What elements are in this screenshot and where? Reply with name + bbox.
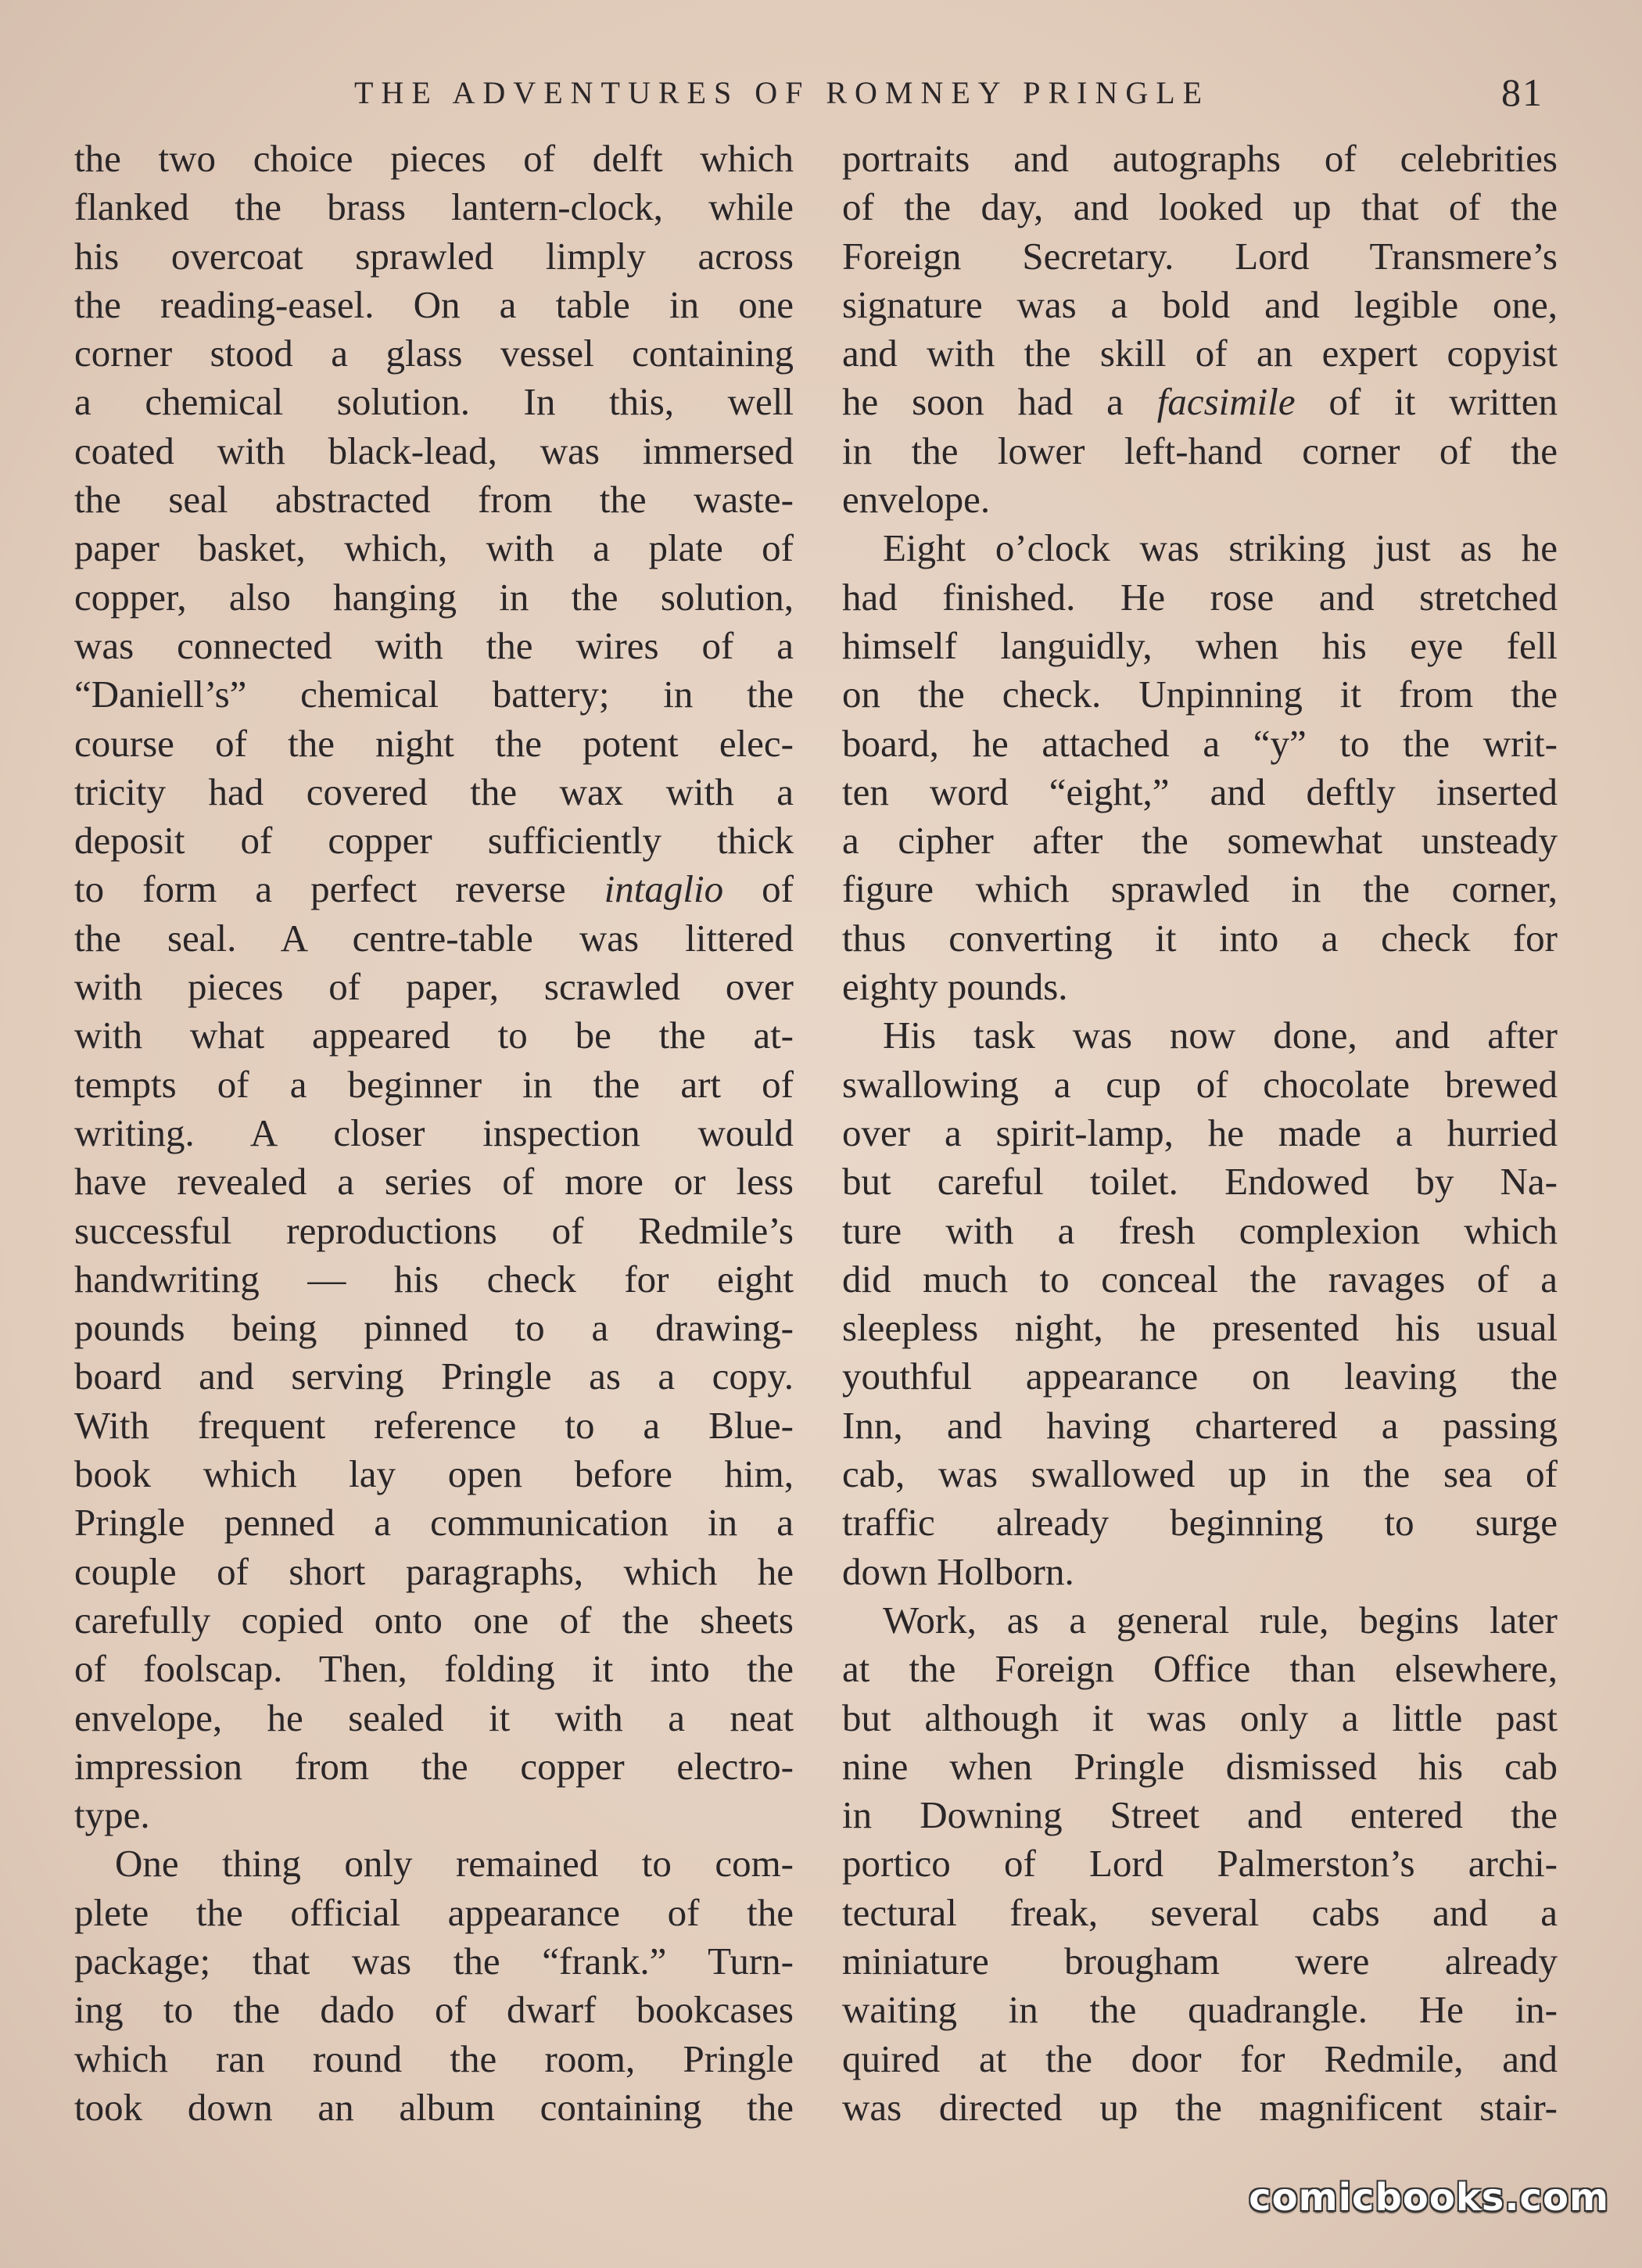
text-line: swallowing a cup of chocolate brewed xyxy=(842,1062,1558,1106)
text-line: nine when Pringle dismissed his cab xyxy=(842,1744,1558,1788)
text-line: a cipher after the somewhat unsteady xyxy=(842,819,1558,863)
text-line: youthful appearance on leaving the xyxy=(842,1355,1558,1398)
text-line: successful reproductions of Redmile’s xyxy=(74,1208,794,1252)
text-line: paper basket, which, with a plate of xyxy=(74,526,794,570)
text-line: board and serving Pringle as a copy. xyxy=(74,1355,794,1398)
text-line: himself languidly, when his eye fell xyxy=(842,623,1558,667)
page-header xyxy=(0,70,1642,121)
text-line: he soon had a facsimile of it written xyxy=(842,380,1558,424)
text-line: of foolscap. Then, folding it into the xyxy=(74,1647,794,1691)
text-line: “Daniell’s” chemical battery; in the xyxy=(74,673,794,716)
text-line: quired at the door for Redmile, and xyxy=(842,2037,1558,2080)
text-line: figure which sprawled in the corner, xyxy=(842,867,1558,911)
text-line: miniature brougham were already xyxy=(842,1939,1558,1983)
text-line: in Downing Street and entered the xyxy=(842,1793,1558,1837)
text-line: cab, was swallowed up in the sea of xyxy=(842,1452,1558,1496)
text-line: flanked the brass lantern-clock, while xyxy=(74,185,794,229)
text-line: tectural freak, several cabs and a xyxy=(842,1890,1558,1934)
text-line: traffic already beginning to surge xyxy=(842,1501,1558,1545)
text-line: handwriting — his check for eight xyxy=(74,1257,794,1301)
text-line: Eight o’clock was striking just as he xyxy=(883,526,1558,570)
text-line: to form a perfect reverse intaglio of xyxy=(74,867,794,911)
text-line: With frequent reference to a Blue- xyxy=(74,1403,794,1447)
right-column xyxy=(842,135,1558,2132)
text-line: with what appeared to be the at- xyxy=(74,1014,794,1057)
text-line: the seal. A centre-table was littered xyxy=(74,916,794,960)
text-line: One thing only remained to com- xyxy=(115,1842,794,1886)
text-line: ten word “eight,” and deftly inserted xyxy=(842,770,1558,813)
text-line: Foreign Secretary. Lord Transmere’s xyxy=(842,234,1558,278)
text-line: copper, also hanging in the solution, xyxy=(74,575,794,619)
text-line: course of the night the potent elec- xyxy=(74,721,794,765)
text-line: a chemical solution. In this, well xyxy=(74,380,794,424)
text-line: type. xyxy=(74,1793,150,1837)
text-line: eighty pounds. xyxy=(842,965,1068,1009)
text-line: board, he attached a “y” to the writ- xyxy=(842,721,1558,765)
text-line: thus converting it into a check for xyxy=(842,916,1558,960)
text-line: carefully copied onto one of the sheets xyxy=(74,1598,794,1642)
text-line: deposit of copper sufficiently thick xyxy=(74,819,794,863)
text-line: envelope, he sealed it with a neat xyxy=(74,1696,794,1739)
site-watermark: comicbooks.com xyxy=(1249,2176,1609,2220)
text-line: down Holborn. xyxy=(842,1549,1074,1593)
running-head: THE ADVENTURES OF ROMNEY PRINGLE xyxy=(354,75,1210,110)
left-column xyxy=(74,135,794,2132)
text-line: ture with a fresh complexion which xyxy=(842,1208,1558,1252)
text-line: have revealed a series of more or less xyxy=(74,1160,794,1204)
text-line: but careful toilet. Endowed by Na- xyxy=(842,1160,1558,1204)
page-number: 81 xyxy=(1501,70,1543,114)
text-line: corner stood a glass vessel containing xyxy=(74,332,794,375)
text-line: and with the skill of an expert copyist xyxy=(842,332,1558,375)
text-line: package; that was the “frank.” Turn- xyxy=(74,1939,794,1983)
text-line: the two choice pieces of delft which xyxy=(74,137,794,180)
text-line: with pieces of paper, scrawled over xyxy=(74,965,794,1009)
text-line: waiting in the quadrangle. He in- xyxy=(842,1988,1558,2032)
text-line: tricity had covered the wax with a xyxy=(74,770,794,813)
text-line: which ran round the room, Pringle xyxy=(74,2037,794,2080)
text-line: the reading-easel. On a table in one xyxy=(74,282,794,326)
text-line: was directed up the magnificent stair- xyxy=(842,2085,1558,2129)
text-line: coated with black-lead, was immersed xyxy=(74,429,794,472)
text-line: book which lay open before him, xyxy=(74,1452,794,1496)
text-line: his overcoat sprawled limply across xyxy=(74,234,794,278)
text-line: impression from the copper electro- xyxy=(74,1744,794,1788)
text-line: Inn, and having chartered a passing xyxy=(842,1403,1558,1447)
text-line: tempts of a beginner in the art of xyxy=(74,1062,794,1106)
text-line: the seal abstracted from the waste- xyxy=(74,478,794,522)
text-line: His task was now done, and after xyxy=(883,1014,1558,1057)
text-line: at the Foreign Office than elsewhere, xyxy=(842,1647,1558,1691)
text-line: writing. A closer inspection would xyxy=(74,1111,794,1154)
text-line: took down an album containing the xyxy=(74,2085,794,2129)
text-line: in the lower left-hand corner of the xyxy=(842,429,1558,472)
text-line: signature was a bold and legible one, xyxy=(842,282,1558,326)
text-line: Work, as a general rule, begins later xyxy=(883,1598,1558,1642)
text-line: portraits and autographs of celebrities xyxy=(842,137,1558,180)
text-line: portico of Lord Palmerston’s archi- xyxy=(842,1842,1558,1886)
text-line: plete the official appearance of the xyxy=(74,1890,794,1934)
text-line: but although it was only a little past xyxy=(842,1696,1558,1739)
text-line: envelope. xyxy=(842,478,991,522)
text-line: ing to the dado of dwarf bookcases xyxy=(74,1988,794,2032)
text-line: was connected with the wires of a xyxy=(74,623,794,667)
text-line: on the check. Unpinning it from the xyxy=(842,673,1558,716)
text-line: of the day, and looked up that of the xyxy=(842,185,1558,229)
text-line: couple of short paragraphs, which he xyxy=(74,1549,794,1593)
text-line: over a spirit-lamp, he made a hurried xyxy=(842,1111,1558,1154)
text-line: sleepless night, he presented his usual xyxy=(842,1306,1558,1350)
text-line: Pringle penned a communication in a xyxy=(74,1501,794,1545)
text-line: had finished. He rose and stretched xyxy=(842,575,1558,619)
text-line: pounds being pinned to a drawing- xyxy=(74,1306,794,1350)
text-line: did much to conceal the ravages of a xyxy=(842,1257,1558,1301)
